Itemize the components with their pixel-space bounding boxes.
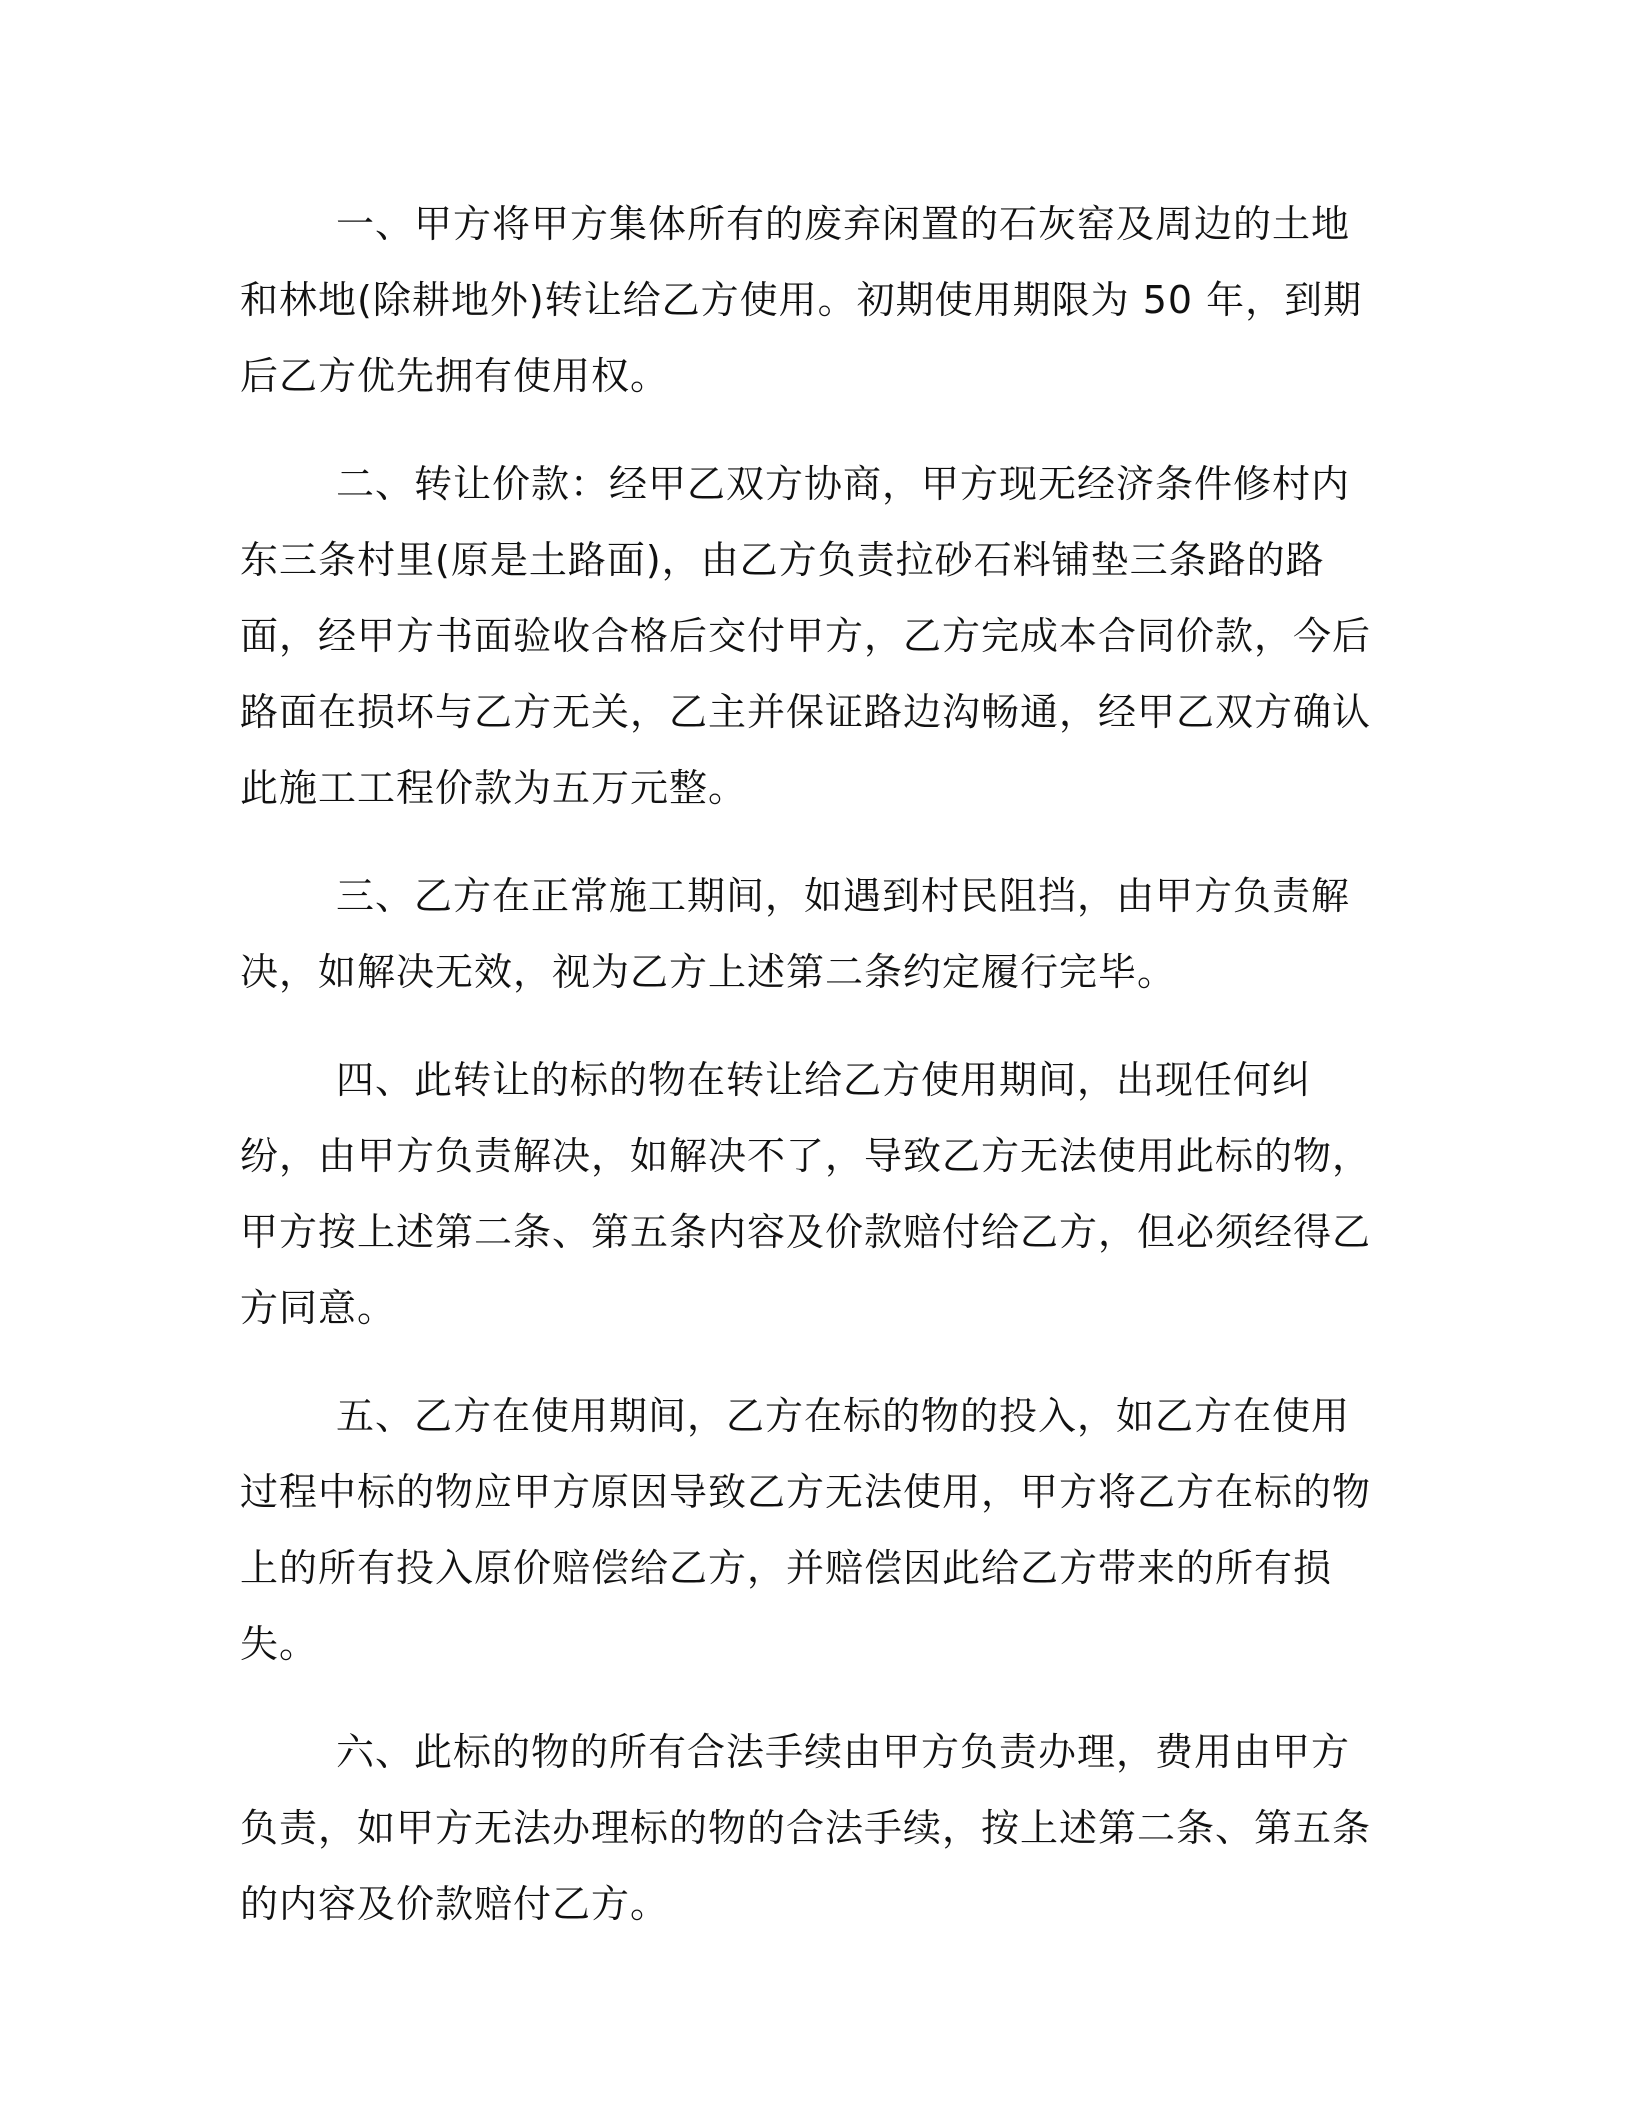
clause-5: 五、乙方在使用期间，乙方在标的物的投入，如乙方在使用过程中标的物应甲方原因导致乙方无法使用，甲方将乙方在标的物上的所有投入原价赔偿给乙方，并赔偿因此给乙方带来的所有损失。 <box>240 1394 1372 1666</box>
clause-1: 一、甲方将甲方集体所有的废弃闲置的石灰窑及周边的土地和林地(除耕地外)转让给乙方使用。初期使用期限为 50 年，到期后乙方优先拥有使用权。 <box>240 202 1363 398</box>
clause-3: 三、乙方在正常施工期间，如遇到村民阻挡，由甲方负责解决，如解决无效，视为乙方上述第二条约定履行完毕。 <box>240 874 1351 994</box>
clause-2: 二、转让价款：经甲乙双方协商，甲方现无经济条件修村内东三条村里(原是土路面)，由乙方负责拉砂石料铺垫三条路的路面，经甲方书面验收合格后交付甲方，乙方完成本合同价款，今后路面在损坏与乙方无关，乙主并保证路边沟畅通，经甲乙双方确认此施工工程价款为五万元整。 <box>240 462 1372 810</box>
clause-4: 四、此转让的标的物在转让给乙方使用期间，出现任何纠纷，由甲方负责解决，如解决不了，导致乙方无法使用此标的物，甲方按上述第二条、第五条内容及价款赔付给乙方，但必须经得乙方同意。 <box>240 1058 1372 1330</box>
clause-6: 六、此标的物的所有合法手续由甲方负责办理，费用由甲方负责，如甲方无法办理标的物的合法手续，按上述第二条、第五条的内容及价款赔付乙方。 <box>240 1730 1372 1926</box>
contract-body <box>240 186 1380 1974</box>
